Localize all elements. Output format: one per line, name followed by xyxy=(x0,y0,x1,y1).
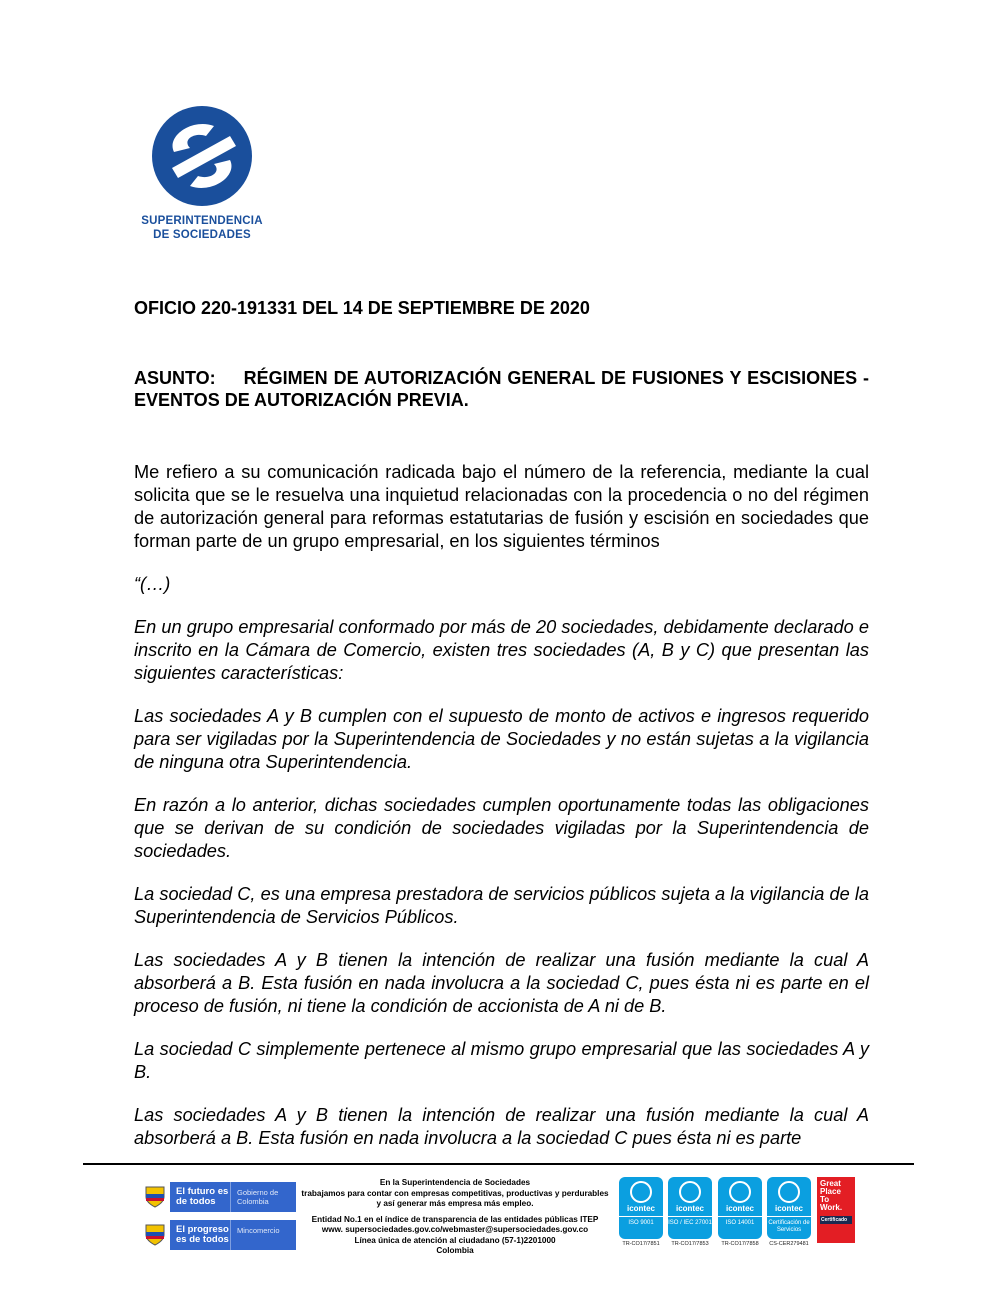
gov2-slogan: El progreso es de todos xyxy=(170,1220,230,1250)
paragraph-intro: Me refiero a su comunicación radicada bajo el número de la referencia, mediante la cual solicita que se le resuelva una inquietud relacionadas con la procedencia o no del régimen de autorización general para reformas estatutarias de fusión y escisión en sociedades que forman parte de un grupo empresarial, en los siguientes términos xyxy=(134,462,869,551)
footer-line: trabajamos para contar con empresas competitivas, productivas y perdurables xyxy=(301,1188,609,1198)
icontec-cert-badge: icontec ISO 14001 TR-CO17/7858 xyxy=(718,1177,762,1247)
asunto-heading xyxy=(134,367,869,411)
paragraph-quoted: Las sociedades A y B tienen la intención de realizar una fusión mediante la cual A absorberá a B. Esta fusión en nada involucra a la sociedad C, pues ésta ni es parte en el proceso de fusión, ni tiene la condición de accionista de A ni de B. xyxy=(134,950,869,1016)
gov1-slogan: El futuro es de todos xyxy=(170,1182,230,1212)
paragraph-quoted: Las sociedades A y B tienen la intención de realizar una fusión mediante la cual A absorberá a B. Esta fusión en nada involucra a la sociedad C pues ésta ni es parte xyxy=(134,1105,869,1148)
footer-line: www. supersociedades.gov.co/webmaster@supersociedades.gov.co xyxy=(321,1225,589,1234)
logo-line-1: SUPERINTENDENCIA xyxy=(141,215,263,227)
icontec-icon xyxy=(729,1181,751,1203)
footer-contact-text xyxy=(300,1178,610,1257)
footer-line: Colombia xyxy=(436,1246,474,1255)
icontec-icon xyxy=(679,1181,701,1203)
asunto-label: ASUNTO: xyxy=(134,368,216,388)
gobierno-de-colombia-logo xyxy=(140,1182,296,1212)
logo-line-2: DE SOCIEDADES xyxy=(153,229,251,241)
great-place-to-work-badge: Great Place To Work. Certificado xyxy=(817,1177,855,1243)
paragraph-quoted: La sociedad C, es una empresa prestadora de servicios públicos sujeta a la vigilancia de la Superintendencia de Servicios Públicos. xyxy=(134,884,869,927)
icontec-cert-badge: icontec Certificación de Servicios CS-CER279481 xyxy=(767,1177,811,1247)
logo-emblem-icon xyxy=(152,106,252,206)
asunto-text: RÉGIMEN DE AUTORIZACIÓN GENERAL DE FUSIONES Y ESCISIONES - EVENTOS DE AUTORIZACIÓN PREVIA. xyxy=(134,368,869,410)
superintendencia-logo xyxy=(136,106,268,242)
footer-divider xyxy=(83,1163,914,1165)
icontec-cert-badge: icontec ISO / IEC 27001 TR-CO17/7853 xyxy=(668,1177,712,1247)
icontec-icon xyxy=(778,1181,800,1203)
footer-line: Entidad No.1 en el índice de transparencia de las entidades públicas ITEP xyxy=(311,1214,599,1224)
paragraph-quoted: La sociedad C simplemente pertenece al mismo grupo empresarial que las sociedades A y B. xyxy=(134,1039,869,1082)
paragraph-quoted: Las sociedades A y B cumplen con el supuesto de monto de activos e ingresos requerido para ser vigiladas por la Superintendencia de Sociedades y no están sujetas a la vigilancia de ninguna otra Superintendencia. xyxy=(134,706,869,772)
gov1-entity: Gobierno de Colombia xyxy=(230,1182,296,1212)
icontec-icon xyxy=(630,1181,652,1203)
document-body xyxy=(134,297,869,1170)
icontec-cert-badge: icontec ISO 9001 TR-CO17/7851 xyxy=(619,1177,663,1247)
coat-of-arms-icon xyxy=(140,1182,170,1212)
footer-line: Línea única de atención al ciudadano (57-1)2201000 xyxy=(354,1235,556,1245)
footer-line: En la Superintendencia de Sociedades xyxy=(379,1178,531,1187)
paragraph-quote-open: “(…) xyxy=(134,574,171,594)
oficio-title: OFICIO 220-191331 DEL 14 DE SEPTIEMBRE DE 2020 xyxy=(134,298,590,318)
paragraph-quoted: En razón a lo anterior, dichas sociedades cumplen oportunamente todas las obligaciones que se derivan de su condición de sociedades vigiladas por la Superintendencia de sociedades. xyxy=(134,795,869,861)
coat-of-arms-icon xyxy=(140,1220,170,1250)
gov2-entity: Mincomercio xyxy=(230,1220,296,1250)
paragraph-quoted: En un grupo empresarial conformado por más de 20 sociedades, debidamente declarado e inscrito en la Cámara de Comercio, existen tres sociedades (A, B y C) que presentan las siguientes características: xyxy=(134,617,869,683)
footer-line: y así generar más empresa más empleo. xyxy=(376,1199,534,1208)
mincomercio-logo xyxy=(140,1220,296,1250)
